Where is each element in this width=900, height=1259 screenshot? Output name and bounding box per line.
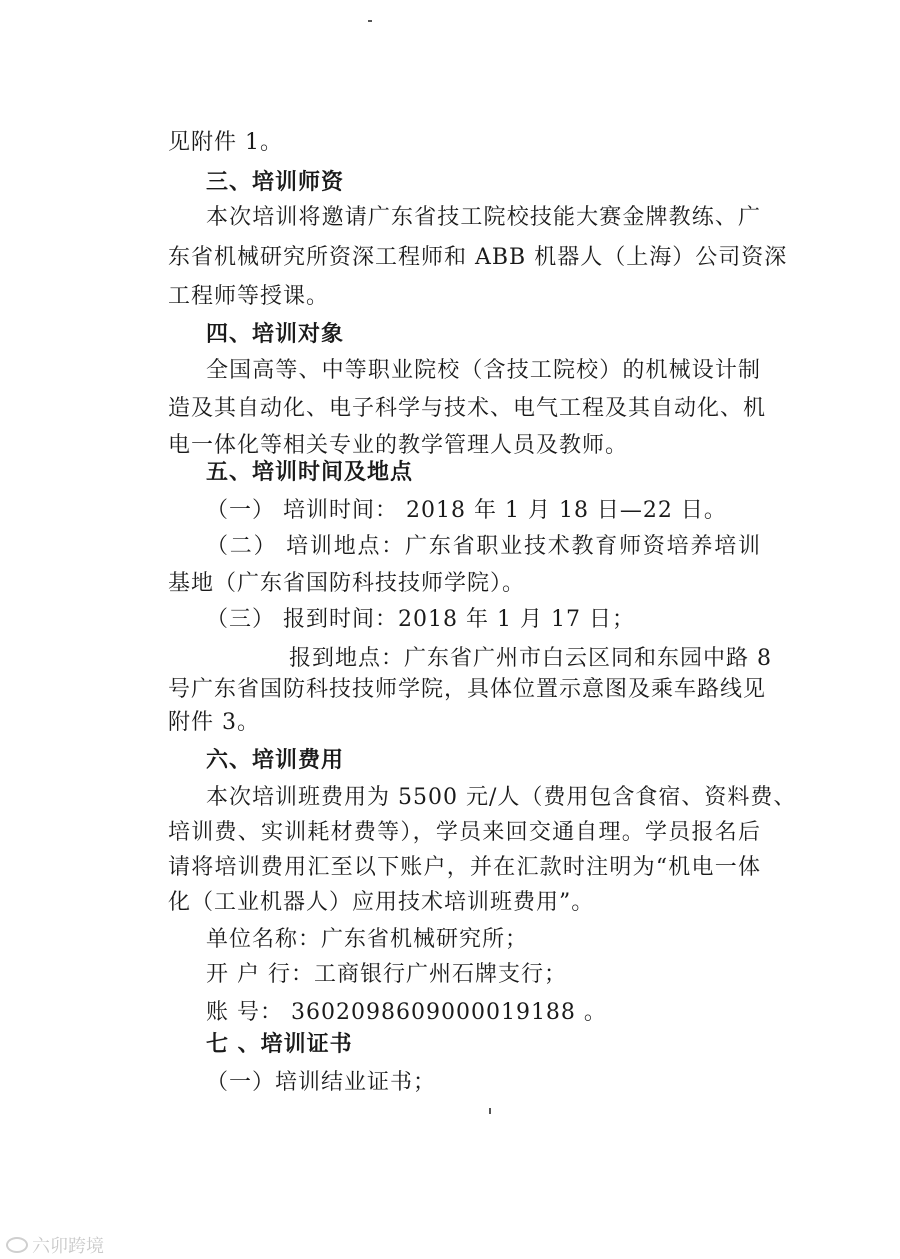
scan-dot (489, 1108, 491, 1114)
text-line: （一）培训结业证书； (206, 1070, 437, 1095)
section-heading-6: 六、培训费用 (206, 748, 345, 773)
text-line: 账 号： 3602098609000019188 。 (206, 1000, 607, 1025)
text-line: 附件 3。 (168, 710, 260, 735)
text-line: 报到地点：广东省广州市白云区同和东园中路 8 (289, 646, 772, 671)
section-heading-7: 七 、培训证书 (206, 1032, 353, 1057)
text-line: 号广东省国防科技技师学院，具体位置示意图及乘车路线见 (168, 677, 767, 702)
section-heading-3: 三、培训师资 (206, 170, 345, 195)
text-line: 本次培训班费用为 5500 元/人（费用包含食宿、资料费、 (206, 785, 797, 810)
watermark (6, 1232, 104, 1258)
watermark-text: 六卯跨境 (32, 1236, 104, 1257)
text-line: （二） 培训地点：广东省职业技术教育师资培养培训 (206, 534, 761, 559)
text-line: 请将培训费用汇至以下账户，并在汇款时注明为“机电一体 (168, 855, 761, 880)
text-line: 造及其自动化、电子科学与技术、电气工程及其自动化、机 (168, 396, 767, 421)
section-heading-5: 五、培训时间及地点 (206, 460, 414, 485)
text-line: 见附件 1。 (168, 130, 283, 155)
text-line: 培训费、实训耗材费等），学员来回交通自理。学员报名后 (168, 820, 761, 845)
text-line: （一） 培训时间： 2018 年 1 月 18 日—22 日。 (206, 498, 727, 523)
text-line: 工程师等授课。 (168, 284, 330, 309)
text-line: 化（工业机器人）应用技术培训班费用”。 (168, 890, 595, 915)
watermark-logo-icon (6, 1237, 28, 1253)
scan-dot (368, 20, 372, 22)
text-line: 本次培训将邀请广东省技工院校技能大赛金牌教练、广 (206, 205, 761, 230)
text-line: 开 户 行：工商银行广州石牌支行； (206, 962, 567, 987)
section-heading-4: 四、培训对象 (206, 322, 345, 347)
text-line: 电一体化等相关专业的教学管理人员及教师。 (168, 433, 629, 458)
text-line: 单位名称：广东省机械研究所； (206, 927, 529, 952)
text-line: 全国高等、中等职业院校（含技工院校）的机械设计制 (206, 358, 761, 383)
text-line: 东省机械研究所资深工程师和 ABB 机器人（上海）公司资深 (168, 245, 788, 270)
text-line: 基地（广东省国防科技技师学院）。 (168, 571, 526, 596)
text-line: （三） 报到时间：2018 年 1 月 17 日； (206, 607, 635, 632)
